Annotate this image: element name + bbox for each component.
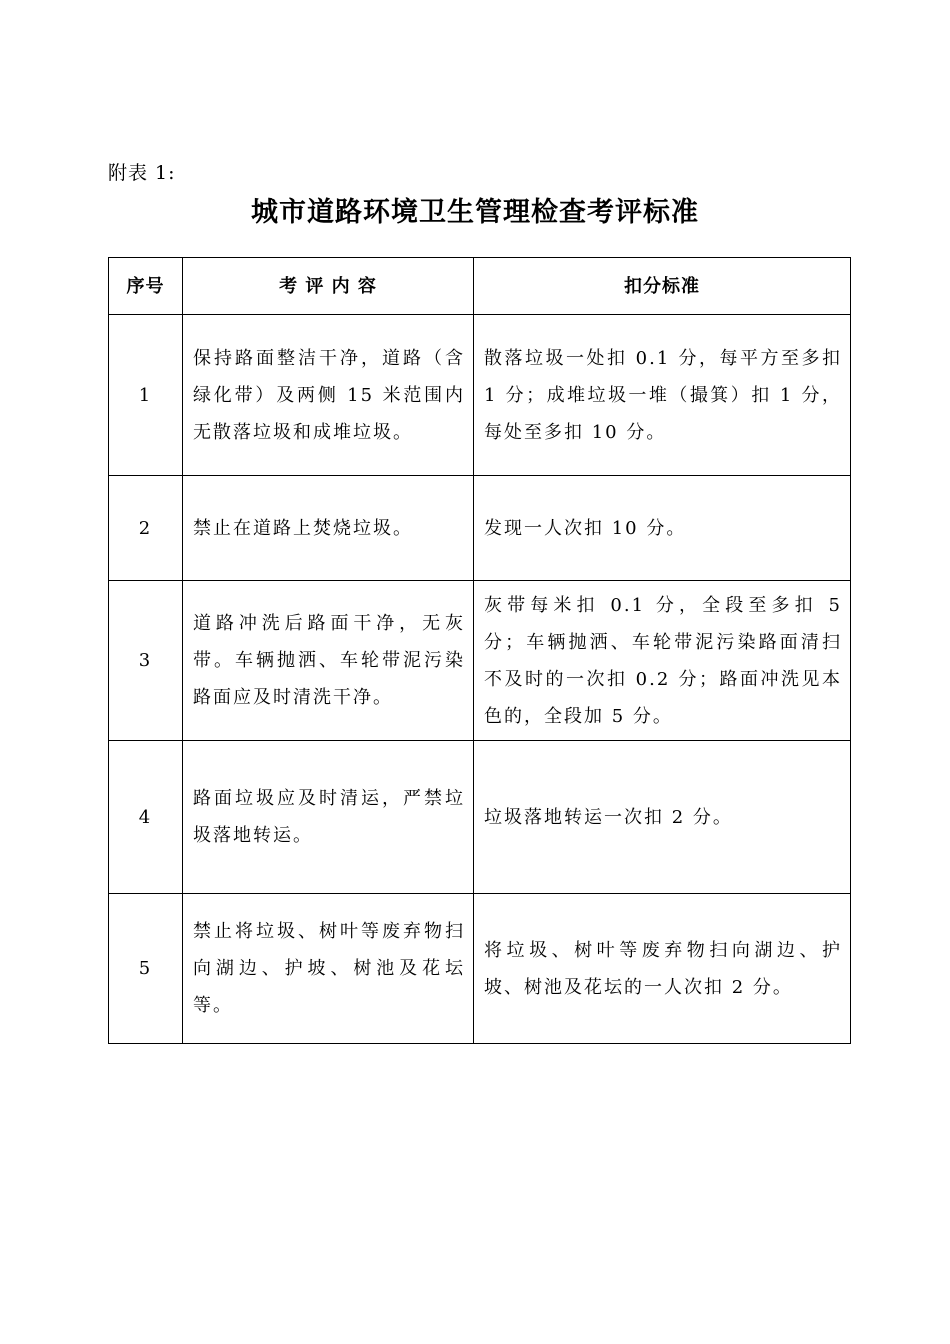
header-standard: 扣分标准: [474, 258, 851, 315]
row-number: 1: [109, 315, 183, 476]
row-content: 禁止在道路上焚烧垃圾。: [183, 476, 474, 581]
row-standard: 垃圾落地转运一次扣 2 分。: [474, 741, 851, 894]
table-row: [109, 741, 851, 894]
row-content: 保持路面整洁干净，道路（含绿化带）及两侧 15 米范围内无散落垃圾和成堆垃圾。: [183, 315, 474, 476]
row-standard: 发现一人次扣 10 分。: [474, 476, 851, 581]
table-header-row: [109, 258, 851, 315]
table-row: [109, 894, 851, 1044]
attachment-label: 附表 1:: [108, 162, 176, 184]
row-number: 4: [109, 741, 183, 894]
header-no: 序号: [109, 258, 183, 315]
row-number: 2: [109, 476, 183, 581]
row-standard: 灰带每米扣 0.1 分，全段至多扣 5 分；车辆抛洒、车轮带泥污染路面清扫不及时的一次扣 0.2 分；路面冲洗见本色的，全段加 5 分。: [474, 581, 851, 741]
table-row: [109, 581, 851, 741]
row-content: 道路冲洗后路面干净，无灰带。车辆抛洒、车轮带泥污染路面应及时清洗干净。: [183, 581, 474, 741]
table-row: [109, 315, 851, 476]
row-content: 禁止将垃圾、树叶等废弃物扫向湖边、护坡、树池及花坛等。: [183, 894, 474, 1044]
row-standard: 散落垃圾一处扣 0.1 分，每平方至多扣 1 分；成堆垃圾一堆（撮箕）扣 1 分，每处至多扣 10 分。: [474, 315, 851, 476]
table-row: [109, 476, 851, 581]
document-title: 城市道路环境卫生管理检查考评标准: [251, 197, 699, 228]
row-standard: 将垃圾、树叶等废弃物扫向湖边、护坡、树池及花坛的一人次扣 2 分。: [474, 894, 851, 1044]
header-content: 考 评 内 容: [183, 258, 474, 315]
criteria-table: [108, 257, 851, 1044]
row-number: 5: [109, 894, 183, 1044]
row-content: 路面垃圾应及时清运，严禁垃圾落地转运。: [183, 741, 474, 894]
row-number: 3: [109, 581, 183, 741]
